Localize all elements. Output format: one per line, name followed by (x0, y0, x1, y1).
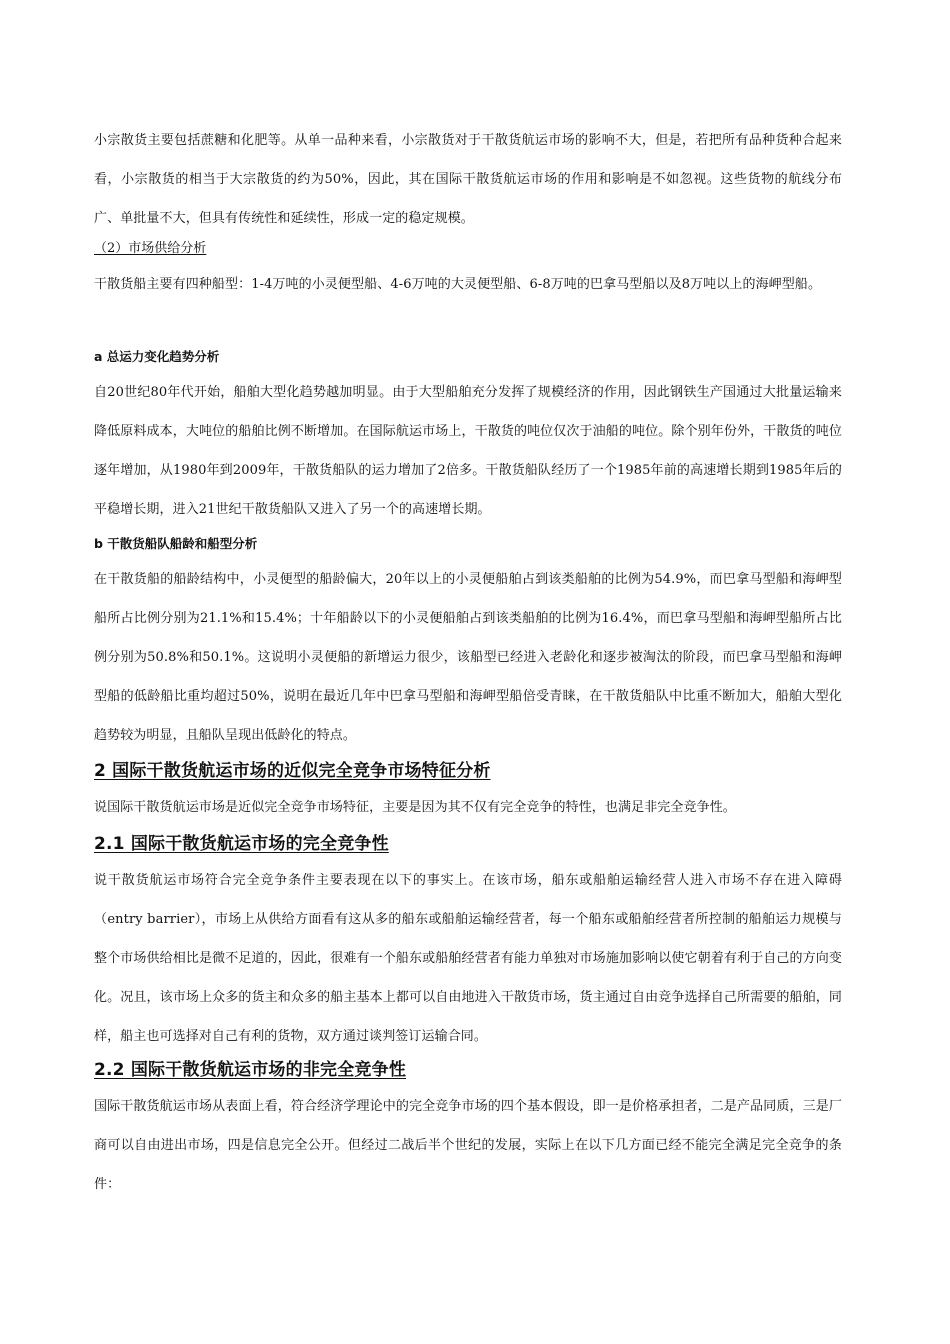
subheading-capacity-trend: a 总运力变化趋势分析 (94, 349, 220, 364)
subheading-market-supply-text: （2）市场供给分析 (94, 241, 207, 256)
heading-section-2-text: 2 国际干散货航运市场的近似完全竞争市场特征分析 (94, 761, 491, 781)
subheading-market-supply (94, 240, 842, 258)
heading-section-2-1 (94, 832, 842, 856)
paragraph-ship-types: 干散货船主要有四种船型：1-4万吨的小灵便型船、4-6万吨的大灵便型船、6-8万吨的巴拿马型船以及8万吨以上的海岬型船。 (94, 277, 822, 292)
paragraph-perfect-competition: 说干散货航运市场符合完全竞争条件主要表现在以下的事实上。在该市场，船东或船舶运输经营人进入市场不存在进入障碍（entry barrier），市场上从供给方面看有这从多的船东或船舶运输经营者，每一个船东或船舶经营者所控制的船舶运力规模与整个市场供给相比是微不足道的，因此，很难有一个船东或船舶经营者有能力单独对市场施加影响以使它朝着有利于自己的方向变化。况且，该市场上众多的货主和众多的船主基本上都可以自由地进入干散货市场，货主通过自由竞争选择自己所需要的船舶，同样，船主也可选择对自己有利的货物，双方通过谈判签订运输合同。 (94, 873, 842, 1044)
paragraph-capacity-trend: 自20世纪80年代开始，船舶大型化趋势越加明显。由于大型船舶充分发挥了规模经济的作用，因此钢铁生产国通过大批量运输来降低原料成本，大吨位的船舶比例不断增加。在国际航运市场上，干散货的吨位仅次于油船的吨位。除个别年份外，干散货的吨位逐年增加，从1980年到2009年，干散货船队的运力增加了2倍多。干散货船队经历了一个1985年前的高速增长期到1985年后的平稳增长期，进入21世纪干散货船队又进入了另一个的高速增长期。 (94, 385, 842, 517)
heading-section-2 (94, 759, 842, 783)
subheading-fleet-age: b 干散货船队船龄和船型分析 (94, 536, 258, 551)
heading-section-2-1-text: 2.1 国际干散货航运市场的完全竞争性 (94, 834, 389, 854)
paragraph-imperfect-competition: 国际干散货航运市场从表面上看，符合经济学理论中的完全竞争市场的四个基本假设，即一是价格承担者，二是产品同质，三是厂商可以自由进出市场，四是信息完全公开。但经过二战后半个世纪的发展，实际上在以下几方面已经不能完全满足完全竞争的条件： (94, 1099, 842, 1192)
heading-section-2-2 (94, 1058, 842, 1082)
paragraph-minor-bulk: 小宗散货主要包括蔗糖和化肥等。从单一品种来看，小宗散货对于干散货航运市场的影响不大，但是，若把所有品种货种合起来看，小宗散货的相当于大宗散货的约为50%，因此，其在国际干散货航运市场的作用和影响是不如忽视。这些货物的航线分布广、单批量不大，但具有传统性和延续性，形成一定的稳定规模。 (94, 133, 842, 226)
heading-section-2-2-text: 2.2 国际干散货航运市场的非完全竞争性 (94, 1060, 407, 1080)
paragraph-fleet-age: 在干散货船的船龄结构中，小灵便型的船龄偏大，20年以上的小灵便船舶占到该类船舶的比例为54.9%，而巴拿马型船和海岬型船所占比例分别为21.1%和15.4%；十年船龄以下的小灵便船舶占到该类船舶的比例为16.4%，而巴拿马型船和海岬型船所占比例分别为50.8%和50.1%。这说明小灵便船的新增运力很少，该船型已经进入老龄化和逐步被淘汰的阶段，而巴拿马型船和海岬型船的低龄船比重均超过50%，说明在最近几年中巴拿马型船和海岬型船倍受青睐，在干散货船队中比重不断加大，船舶大型化趋势较为明显，且船队呈现出低龄化的特点。 (94, 572, 842, 743)
paragraph-section-2-intro: 说国际干散货航运市场是近似完全竞争市场特征，主要是因为其不仅有完全竞争的特性，也满足非完全竞争性。 (94, 800, 736, 815)
